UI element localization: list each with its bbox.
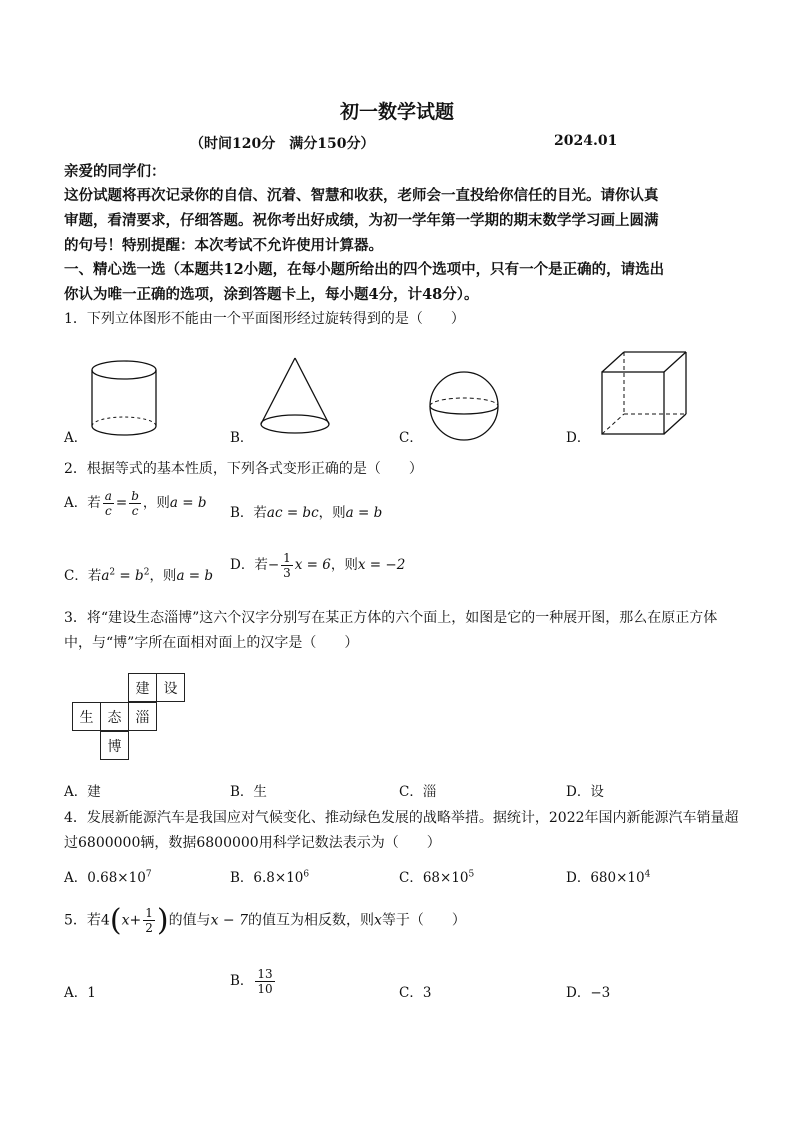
q2-stem: 2．根据等式的基本性质，下列各式变形正确的是（ ） [64, 461, 423, 477]
q5-option-d [566, 981, 610, 1001]
base-a: a [101, 568, 110, 584]
net-cell-tai: 态 [100, 702, 129, 731]
option-label: D． [566, 870, 591, 886]
q2-option-c-label: C．若 [64, 568, 102, 584]
coefficient: 4 [100, 912, 110, 929]
left-paren: ( [109, 903, 122, 938]
q5-option-c [399, 981, 431, 1001]
section1-header-line-2: 你认为唯一正确的选项，涂到答题卡上，每小题4分，计48分）。 [64, 286, 479, 303]
q1-option-a-label: A． [64, 430, 88, 446]
net-cell-sheng: 生 [72, 702, 101, 731]
q5-suffix: 的值互为相反数，则 [248, 912, 374, 929]
option-label: B． [230, 973, 254, 989]
fraction-numerator: 1 [145, 906, 153, 920]
conclusion-expr: a = b [169, 495, 207, 511]
option-label: A． [64, 870, 88, 886]
then-text: ，则 [142, 495, 170, 511]
plus-sign: + [129, 912, 142, 929]
q4-option-d [566, 866, 650, 886]
q3-option-d: D．设 [566, 784, 604, 800]
option-value: 3 [422, 985, 432, 1001]
q3-option-a: A．建 [64, 784, 101, 800]
net-cell-she: 设 [156, 673, 185, 702]
q3-stem-line-1: 3．将“建设生态淄博”这六个汉字分别写在某正方体的六个面上，如图是它的一种展开图，那么在原正方体 [64, 610, 718, 626]
option-label: C． [399, 870, 423, 886]
net-cell-bo: 博 [100, 731, 129, 760]
expression: x − 7 [210, 912, 248, 929]
q2-option-a-label: A．若 [64, 495, 101, 511]
exponent: 5 [468, 869, 475, 880]
q1-option-c-label: C． [399, 430, 423, 446]
fraction-numerator: a [104, 489, 112, 503]
exponent: 2 [143, 567, 150, 578]
option-value: 1 [87, 985, 96, 1001]
option-value: −3 [590, 985, 611, 1001]
variable-x: x [374, 912, 382, 929]
exponent: 6 [303, 869, 310, 880]
q3-option-c: C．淄 [399, 784, 437, 800]
conclusion-expr: a = b [345, 505, 383, 521]
q5-option-b [230, 968, 277, 995]
scientific-mantissa: 6.8×10 [253, 870, 304, 886]
q5-prefix: 5．若 [64, 912, 101, 929]
equals-sign: = [115, 495, 128, 511]
intro-greeting: 亲爱的同学们： [64, 163, 166, 180]
q2-option-c [64, 564, 213, 584]
section1-header-line-1: 一、精心选一选（本题共12小题，在每小题所给出的四个选项中，只有一个是正确的，请选出 [64, 261, 665, 278]
then-text: ，则 [330, 557, 358, 573]
fraction [255, 968, 274, 995]
condition-expr: ac = bc [266, 505, 319, 521]
q2-option-b-label: B．若 [230, 505, 267, 521]
right-paren: ) [156, 903, 169, 938]
equals-sign: = [115, 568, 136, 584]
q5-mid-text: 的值与 [168, 912, 211, 929]
conclusion-expr: a = b [176, 568, 214, 584]
variable-x: x [121, 912, 130, 929]
then-text: ，则 [318, 505, 346, 521]
intro-line-2: 审题，看清要求，仔细答题。祝你考出好成绩，为初一学年第一学期的期末数学学习画上圆满 [64, 212, 659, 229]
net-cell-jian: 建 [128, 673, 157, 702]
q1-stem: 1．下列立体图形不能由一个平面图形经过旋转得到的是（ ） [64, 311, 465, 327]
cylinder-icon [90, 360, 160, 436]
fraction-numerator: 13 [257, 967, 273, 981]
q2-option-d-label: D．若 [230, 557, 268, 573]
fraction-denominator: c [104, 504, 112, 518]
cube-icon [600, 350, 688, 438]
conclusion-expr: x = −2 [357, 557, 406, 573]
base-b: b [135, 568, 144, 584]
scientific-mantissa: 68×10 [422, 870, 469, 886]
q1-option-b-label: B． [230, 430, 254, 446]
sphere-icon [428, 370, 500, 442]
option-label: D． [566, 985, 591, 1001]
fraction-denominator: c [131, 504, 139, 518]
fraction-numerator: b [131, 489, 139, 503]
q3-stem-line-2: 中，与“博”字所在面相对面上的汉字是（ ） [64, 635, 359, 651]
fraction-numerator: 1 [283, 551, 291, 565]
exponent: 7 [145, 869, 152, 880]
then-text: ，则 [149, 568, 177, 584]
q2-option-d [230, 552, 405, 579]
q5-option-a [64, 981, 96, 1001]
condition-expr: x = 6 [294, 557, 331, 573]
fraction [103, 490, 114, 517]
page-title: 初一数学试题 [339, 101, 454, 123]
option-label: B． [230, 870, 254, 886]
q4-stem-line-1: 4．发展新能源汽车是我国应对气候变化、推动绿色发展的战略举措。据统计，2022年国内新能源汽车销量超 [64, 810, 739, 826]
fraction-denominator: 2 [145, 921, 153, 935]
fraction [281, 552, 293, 579]
scientific-mantissa: 680×10 [590, 870, 645, 886]
q4-option-c [399, 866, 474, 886]
option-label: C． [399, 985, 423, 1001]
net-cell-zi: 淄 [128, 702, 157, 731]
q5-stem [64, 903, 466, 938]
exponent: 2 [109, 567, 116, 578]
q4-option-b [230, 866, 309, 886]
q5-end: 等于（ ） [381, 912, 466, 929]
fraction-denominator: 10 [257, 982, 273, 996]
q1-option-d-label: D． [566, 430, 591, 446]
q4-option-a [64, 866, 152, 886]
q2-option-a [64, 490, 207, 517]
option-label: A． [64, 985, 88, 1001]
exponent: 4 [644, 869, 651, 880]
intro-line-1: 这份试题将再次记录你的自信、沉着、智慧和收获，老师会一直投给你信任的目光。请你认真 [64, 187, 659, 204]
intro-line-3: 的句号！特别提醒：本次考试不允许使用计算器。 [64, 237, 383, 254]
exam-date: 2024.01 [554, 133, 618, 149]
cone-icon [258, 356, 332, 438]
fraction-denominator: 3 [283, 566, 291, 580]
minus-sign: − [267, 557, 280, 573]
fraction [129, 490, 141, 517]
exam-duration-score: （时间120分 满分150分） [190, 136, 375, 152]
q4-stem-line-2: 过6800000辆，数据6800000用科学记数法表示为（ ） [64, 835, 441, 851]
fraction [143, 907, 155, 934]
q2-option-b [230, 501, 382, 521]
scientific-mantissa: 0.68×10 [87, 870, 146, 886]
q3-option-b: B．生 [230, 784, 267, 800]
